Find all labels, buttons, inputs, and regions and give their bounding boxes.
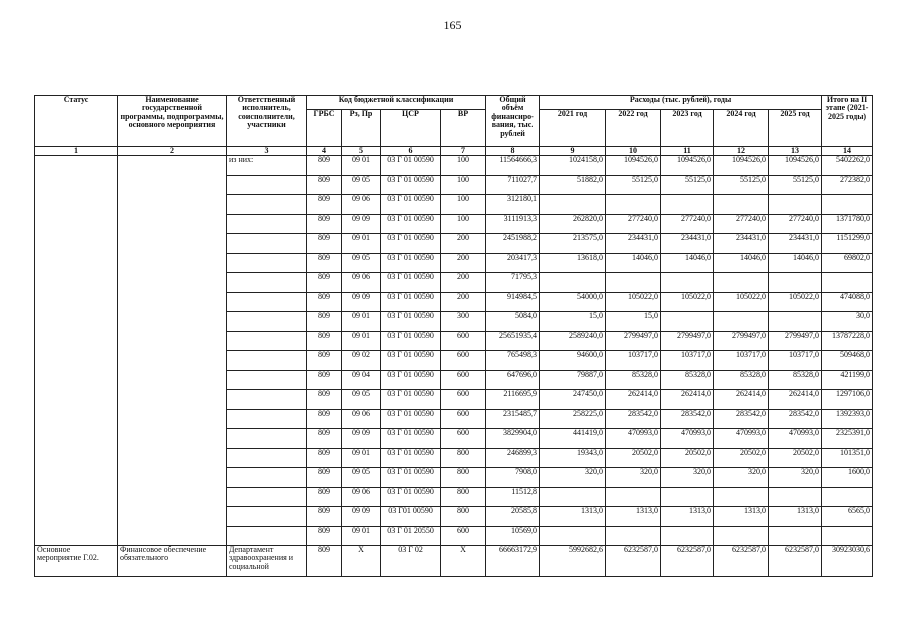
y2021-cell: 94600,0 [540, 351, 606, 371]
total-cell: 312180,1 [486, 195, 540, 215]
rzpr-cell: Х [342, 546, 381, 577]
y2023-cell [661, 526, 714, 546]
grbs-cell: 809 [307, 390, 342, 410]
y2022-cell: 283542,0 [606, 409, 661, 429]
grbs-cell: 809 [307, 429, 342, 449]
y2022-cell: 1094526,0 [606, 156, 661, 176]
total-cell: 71795,3 [486, 273, 540, 293]
y2022-cell: 234431,0 [606, 234, 661, 254]
y2021-cell: 2589240,0 [540, 331, 606, 351]
y2025-cell [769, 312, 822, 332]
rzpr-cell: 09 05 [342, 175, 381, 195]
y2023-cell [661, 487, 714, 507]
csr-cell: 03 Г 01 00590 [381, 292, 441, 312]
stage2-cell: 13787228,0 [822, 331, 873, 351]
y2025-cell: 14046,0 [769, 253, 822, 273]
column-number: 1 [35, 147, 118, 156]
responsible-cell [227, 175, 307, 195]
responsible-cell [227, 214, 307, 234]
stage2-cell: 1371780,0 [822, 214, 873, 234]
y2023-cell: 55125,0 [661, 175, 714, 195]
y2022-cell: 85328,0 [606, 370, 661, 390]
header-csr: ЦСР [381, 110, 441, 147]
grbs-cell: 809 [307, 156, 342, 176]
stage2-cell: 1600,0 [822, 468, 873, 488]
total-cell: 3111913,3 [486, 214, 540, 234]
grbs-cell: 809 [307, 487, 342, 507]
total-cell: 66663172,9 [486, 546, 540, 577]
y2024-cell: 55125,0 [714, 175, 769, 195]
rzpr-cell: 09 06 [342, 409, 381, 429]
y2021-cell [540, 487, 606, 507]
stage2-cell [822, 487, 873, 507]
total-cell: 11512,8 [486, 487, 540, 507]
y2022-cell: 55125,0 [606, 175, 661, 195]
y2021-cell: 79887,0 [540, 370, 606, 390]
csr-cell: 03 Г 01 00590 [381, 195, 441, 215]
csr-cell: 03 Г 01 00590 [381, 156, 441, 176]
y2025-cell [769, 195, 822, 215]
header-2025: 2025 год [769, 110, 822, 147]
vr-cell: 200 [441, 253, 486, 273]
y2023-cell [661, 312, 714, 332]
y2021-cell: 1024158,0 [540, 156, 606, 176]
total-cell: 3829904,0 [486, 429, 540, 449]
y2022-cell [606, 526, 661, 546]
y2025-cell: 6232587,0 [769, 546, 822, 577]
csr-cell: 03 Г 01 00590 [381, 429, 441, 449]
y2025-cell [769, 487, 822, 507]
stage2-cell: 474088,0 [822, 292, 873, 312]
header-2021: 2021 год [540, 110, 606, 147]
total-cell: 2451988,2 [486, 234, 540, 254]
vr-cell: 600 [441, 390, 486, 410]
column-number: 5 [342, 147, 381, 156]
rzpr-cell: 09 05 [342, 253, 381, 273]
y2021-cell [540, 273, 606, 293]
column-number: 14 [822, 147, 873, 156]
column-number: 11 [661, 147, 714, 156]
y2022-cell [606, 195, 661, 215]
total-cell: 647696,0 [486, 370, 540, 390]
grbs-cell: 809 [307, 195, 342, 215]
stage2-cell: 30923030,6 [822, 546, 873, 577]
vr-cell: 100 [441, 156, 486, 176]
y2022-cell [606, 487, 661, 507]
csr-cell: 03 Г 01 00590 [381, 253, 441, 273]
csr-cell: 03 Г 01 00590 [381, 409, 441, 429]
rzpr-cell: 09 09 [342, 214, 381, 234]
grbs-cell: 809 [307, 273, 342, 293]
grbs-cell: 809 [307, 448, 342, 468]
y2025-cell: 20502,0 [769, 448, 822, 468]
y2024-cell [714, 273, 769, 293]
grbs-cell: 809 [307, 312, 342, 332]
y2024-cell: 1094526,0 [714, 156, 769, 176]
y2022-cell [606, 273, 661, 293]
csr-cell: 03 Г 01 00590 [381, 214, 441, 234]
header-status: Статус [35, 96, 118, 147]
y2023-cell: 277240,0 [661, 214, 714, 234]
header-2024: 2024 год [714, 110, 769, 147]
page-number: 165 [443, 18, 462, 32]
header-total: Общий объём финансиро-вания, тыс. рублей [486, 96, 540, 147]
responsible-cell [227, 253, 307, 273]
table-row [35, 156, 873, 176]
y2023-cell: 14046,0 [661, 253, 714, 273]
y2021-cell: 51882,0 [540, 175, 606, 195]
vr-cell: 600 [441, 370, 486, 390]
y2025-cell: 470993,0 [769, 429, 822, 449]
y2024-cell: 277240,0 [714, 214, 769, 234]
vr-cell: 800 [441, 507, 486, 527]
rzpr-cell: 09 01 [342, 526, 381, 546]
responsible-cell [227, 409, 307, 429]
grbs-cell: 809 [307, 234, 342, 254]
stage2-cell: 1297106,0 [822, 390, 873, 410]
responsible-cell [227, 526, 307, 546]
grbs-cell: 809 [307, 409, 342, 429]
column-number-row [35, 147, 873, 156]
responsible-cell: Департамент здравоохранения и социальной [227, 546, 307, 577]
y2025-cell: 2799497,0 [769, 331, 822, 351]
y2024-cell: 103717,0 [714, 351, 769, 371]
stage2-cell: 1151299,0 [822, 234, 873, 254]
grbs-cell: 809 [307, 468, 342, 488]
csr-cell: 03 Г01 00590 [381, 507, 441, 527]
y2023-cell: 320,0 [661, 468, 714, 488]
y2024-cell [714, 195, 769, 215]
y2023-cell: 283542,0 [661, 409, 714, 429]
y2025-cell: 105022,0 [769, 292, 822, 312]
vr-cell: Х [441, 546, 486, 577]
total-cell: 10569,0 [486, 526, 540, 546]
vr-cell: 800 [441, 487, 486, 507]
y2024-cell: 6232587,0 [714, 546, 769, 577]
header-2022: 2022 год [606, 110, 661, 147]
column-number: 3 [227, 147, 307, 156]
rzpr-cell: 09 01 [342, 156, 381, 176]
y2024-cell: 262414,0 [714, 390, 769, 410]
y2023-cell: 262414,0 [661, 390, 714, 410]
y2023-cell: 1313,0 [661, 507, 714, 527]
rzpr-cell: 09 01 [342, 312, 381, 332]
rzpr-cell: 09 04 [342, 370, 381, 390]
csr-cell: 03 Г 01 00590 [381, 448, 441, 468]
y2024-cell: 2799497,0 [714, 331, 769, 351]
header-stage2: Итого на II этапе (2021-2025 годы) [822, 96, 873, 147]
csr-cell: 03 Г 02 [381, 546, 441, 577]
y2024-cell: 105022,0 [714, 292, 769, 312]
y2024-cell: 14046,0 [714, 253, 769, 273]
table-row-main-event [35, 546, 873, 577]
y2025-cell: 277240,0 [769, 214, 822, 234]
responsible-cell [227, 312, 307, 332]
y2024-cell [714, 526, 769, 546]
stage2-cell: 69802,0 [822, 253, 873, 273]
y2021-cell [540, 195, 606, 215]
responsible-cell [227, 448, 307, 468]
csr-cell: 03 Г 01 00590 [381, 468, 441, 488]
header-2023: 2023 год [661, 110, 714, 147]
total-cell: 711027,7 [486, 175, 540, 195]
vr-cell: 100 [441, 214, 486, 234]
grbs-cell: 809 [307, 546, 342, 577]
responsible-cell [227, 273, 307, 293]
y2025-cell: 1094526,0 [769, 156, 822, 176]
y2022-cell: 470993,0 [606, 429, 661, 449]
column-number: 10 [606, 147, 661, 156]
y2025-cell: 234431,0 [769, 234, 822, 254]
header-name: Наименование государственной программы, подпрограммы, основного мероприятия [118, 96, 227, 147]
y2022-cell: 15,0 [606, 312, 661, 332]
y2024-cell [714, 312, 769, 332]
header-budget-code: Код бюджетной классификации [307, 96, 486, 110]
vr-cell: 600 [441, 526, 486, 546]
y2021-cell: 1313,0 [540, 507, 606, 527]
rzpr-cell: 09 05 [342, 468, 381, 488]
csr-cell: 03 Г 01 20550 [381, 526, 441, 546]
total-cell: 246899,3 [486, 448, 540, 468]
stage2-cell: 30,0 [822, 312, 873, 332]
vr-cell: 600 [441, 331, 486, 351]
y2024-cell: 85328,0 [714, 370, 769, 390]
grbs-cell: 809 [307, 351, 342, 371]
y2021-cell: 15,0 [540, 312, 606, 332]
y2025-cell: 55125,0 [769, 175, 822, 195]
column-number: 12 [714, 147, 769, 156]
vr-cell: 200 [441, 273, 486, 293]
stage2-cell: 2325391,0 [822, 429, 873, 449]
vr-cell: 100 [441, 195, 486, 215]
column-number: 6 [381, 147, 441, 156]
y2022-cell: 277240,0 [606, 214, 661, 234]
responsible-cell [227, 351, 307, 371]
y2021-cell: 54000,0 [540, 292, 606, 312]
y2023-cell: 20502,0 [661, 448, 714, 468]
grbs-cell: 809 [307, 253, 342, 273]
rzpr-cell: 09 01 [342, 234, 381, 254]
responsible-cell [227, 234, 307, 254]
grbs-cell: 809 [307, 214, 342, 234]
grbs-cell: 809 [307, 370, 342, 390]
column-number: 8 [486, 147, 540, 156]
total-cell: 7908,0 [486, 468, 540, 488]
stage2-cell: 421199,0 [822, 370, 873, 390]
responsible-cell [227, 487, 307, 507]
stage2-cell: 1392393,0 [822, 409, 873, 429]
responsible-cell: из них: [227, 156, 307, 176]
vr-cell: 800 [441, 448, 486, 468]
rzpr-cell: 09 06 [342, 487, 381, 507]
name-cell: Финансовое обеспечение обязательного [118, 546, 227, 577]
y2023-cell: 470993,0 [661, 429, 714, 449]
stage2-cell: 5402262,0 [822, 156, 873, 176]
stage2-cell [822, 526, 873, 546]
vr-cell: 200 [441, 234, 486, 254]
responsible-cell [227, 507, 307, 527]
total-cell: 914984,5 [486, 292, 540, 312]
total-cell: 25651935,4 [486, 331, 540, 351]
total-cell: 11564666,3 [486, 156, 540, 176]
responsible-cell [227, 370, 307, 390]
y2022-cell: 6232587,0 [606, 546, 661, 577]
vr-cell: 100 [441, 175, 486, 195]
stage2-cell [822, 195, 873, 215]
csr-cell: 03 Г 01 00590 [381, 312, 441, 332]
vr-cell: 600 [441, 409, 486, 429]
y2022-cell: 105022,0 [606, 292, 661, 312]
header-responsible: Ответственный исполнитель, соисполнители, участники [227, 96, 307, 147]
total-cell: 2315485,7 [486, 409, 540, 429]
y2021-cell [540, 526, 606, 546]
y2024-cell [714, 487, 769, 507]
total-cell: 765498,3 [486, 351, 540, 371]
stage2-cell: 272382,0 [822, 175, 873, 195]
y2021-cell: 213575,0 [540, 234, 606, 254]
column-number: 7 [441, 147, 486, 156]
header-grbs: ГРБС [307, 110, 342, 147]
rzpr-cell: 09 02 [342, 351, 381, 371]
y2023-cell: 6232587,0 [661, 546, 714, 577]
y2022-cell: 1313,0 [606, 507, 661, 527]
y2022-cell: 14046,0 [606, 253, 661, 273]
y2024-cell: 320,0 [714, 468, 769, 488]
csr-cell: 03 Г 01 00590 [381, 175, 441, 195]
stage2-cell [822, 273, 873, 293]
y2022-cell: 2799497,0 [606, 331, 661, 351]
vr-cell: 600 [441, 429, 486, 449]
vr-cell: 800 [441, 468, 486, 488]
vr-cell: 200 [441, 292, 486, 312]
csr-cell: 03 Г 01 00590 [381, 487, 441, 507]
y2021-cell: 258225,0 [540, 409, 606, 429]
y2021-cell: 262820,0 [540, 214, 606, 234]
y2023-cell: 2799497,0 [661, 331, 714, 351]
total-cell: 20585,8 [486, 507, 540, 527]
stage2-cell: 101351,0 [822, 448, 873, 468]
y2024-cell: 234431,0 [714, 234, 769, 254]
y2023-cell: 103717,0 [661, 351, 714, 371]
header-rzpr: Рз, Пр [342, 110, 381, 147]
y2025-cell: 85328,0 [769, 370, 822, 390]
y2023-cell: 105022,0 [661, 292, 714, 312]
total-cell: 5084,0 [486, 312, 540, 332]
status-cell: Основное мероприятие Г.02. [35, 546, 118, 577]
y2025-cell: 1313,0 [769, 507, 822, 527]
y2025-cell [769, 273, 822, 293]
column-number: 4 [307, 147, 342, 156]
y2025-cell: 320,0 [769, 468, 822, 488]
grbs-cell: 809 [307, 175, 342, 195]
rzpr-cell: 09 01 [342, 448, 381, 468]
vr-cell: 600 [441, 351, 486, 371]
y2021-cell: 5992682,6 [540, 546, 606, 577]
y2025-cell: 283542,0 [769, 409, 822, 429]
stage2-cell: 6565,0 [822, 507, 873, 527]
y2025-cell: 103717,0 [769, 351, 822, 371]
total-cell: 203417,3 [486, 253, 540, 273]
y2022-cell: 320,0 [606, 468, 661, 488]
y2023-cell [661, 273, 714, 293]
y2023-cell [661, 195, 714, 215]
y2021-cell: 320,0 [540, 468, 606, 488]
y2023-cell: 85328,0 [661, 370, 714, 390]
y2025-cell: 262414,0 [769, 390, 822, 410]
total-cell: 2116695,9 [486, 390, 540, 410]
column-number: 13 [769, 147, 822, 156]
header-vr: ВР [441, 110, 486, 147]
budget-table [34, 95, 873, 577]
y2022-cell: 262414,0 [606, 390, 661, 410]
rzpr-cell: 09 01 [342, 331, 381, 351]
grbs-cell: 809 [307, 526, 342, 546]
y2022-cell: 103717,0 [606, 351, 661, 371]
y2021-cell: 13618,0 [540, 253, 606, 273]
y2021-cell: 441419,0 [540, 429, 606, 449]
y2024-cell: 283542,0 [714, 409, 769, 429]
y2021-cell: 19343,0 [540, 448, 606, 468]
y2024-cell: 20502,0 [714, 448, 769, 468]
rzpr-cell: 09 09 [342, 292, 381, 312]
y2023-cell: 1094526,0 [661, 156, 714, 176]
vr-cell: 300 [441, 312, 486, 332]
csr-cell: 03 Г 01 00590 [381, 331, 441, 351]
column-number: 2 [118, 147, 227, 156]
y2022-cell: 20502,0 [606, 448, 661, 468]
y2024-cell: 1313,0 [714, 507, 769, 527]
rzpr-cell: 09 06 [342, 195, 381, 215]
grbs-cell: 809 [307, 507, 342, 527]
header-expenses: Расходы (тыс. рублей), годы [540, 96, 822, 110]
csr-cell: 03 Г 01 00590 [381, 234, 441, 254]
responsible-cell [227, 468, 307, 488]
stage2-cell: 509468,0 [822, 351, 873, 371]
y2021-cell: 247450,0 [540, 390, 606, 410]
rzpr-cell: 09 09 [342, 507, 381, 527]
rzpr-cell: 09 06 [342, 273, 381, 293]
y2025-cell [769, 526, 822, 546]
name-cell [118, 156, 227, 546]
responsible-cell [227, 195, 307, 215]
column-number: 9 [540, 147, 606, 156]
y2023-cell: 234431,0 [661, 234, 714, 254]
y2024-cell: 470993,0 [714, 429, 769, 449]
grbs-cell: 809 [307, 292, 342, 312]
csr-cell: 03 Г 01 00590 [381, 390, 441, 410]
rzpr-cell: 09 09 [342, 429, 381, 449]
grbs-cell: 809 [307, 331, 342, 351]
responsible-cell [227, 331, 307, 351]
csr-cell: 03 Г 01 00590 [381, 370, 441, 390]
responsible-cell [227, 292, 307, 312]
rzpr-cell: 09 05 [342, 390, 381, 410]
responsible-cell [227, 429, 307, 449]
csr-cell: 03 Г 01 00590 [381, 351, 441, 371]
status-cell [35, 156, 118, 546]
responsible-cell [227, 390, 307, 410]
csr-cell: 03 Г 01 00590 [381, 273, 441, 293]
